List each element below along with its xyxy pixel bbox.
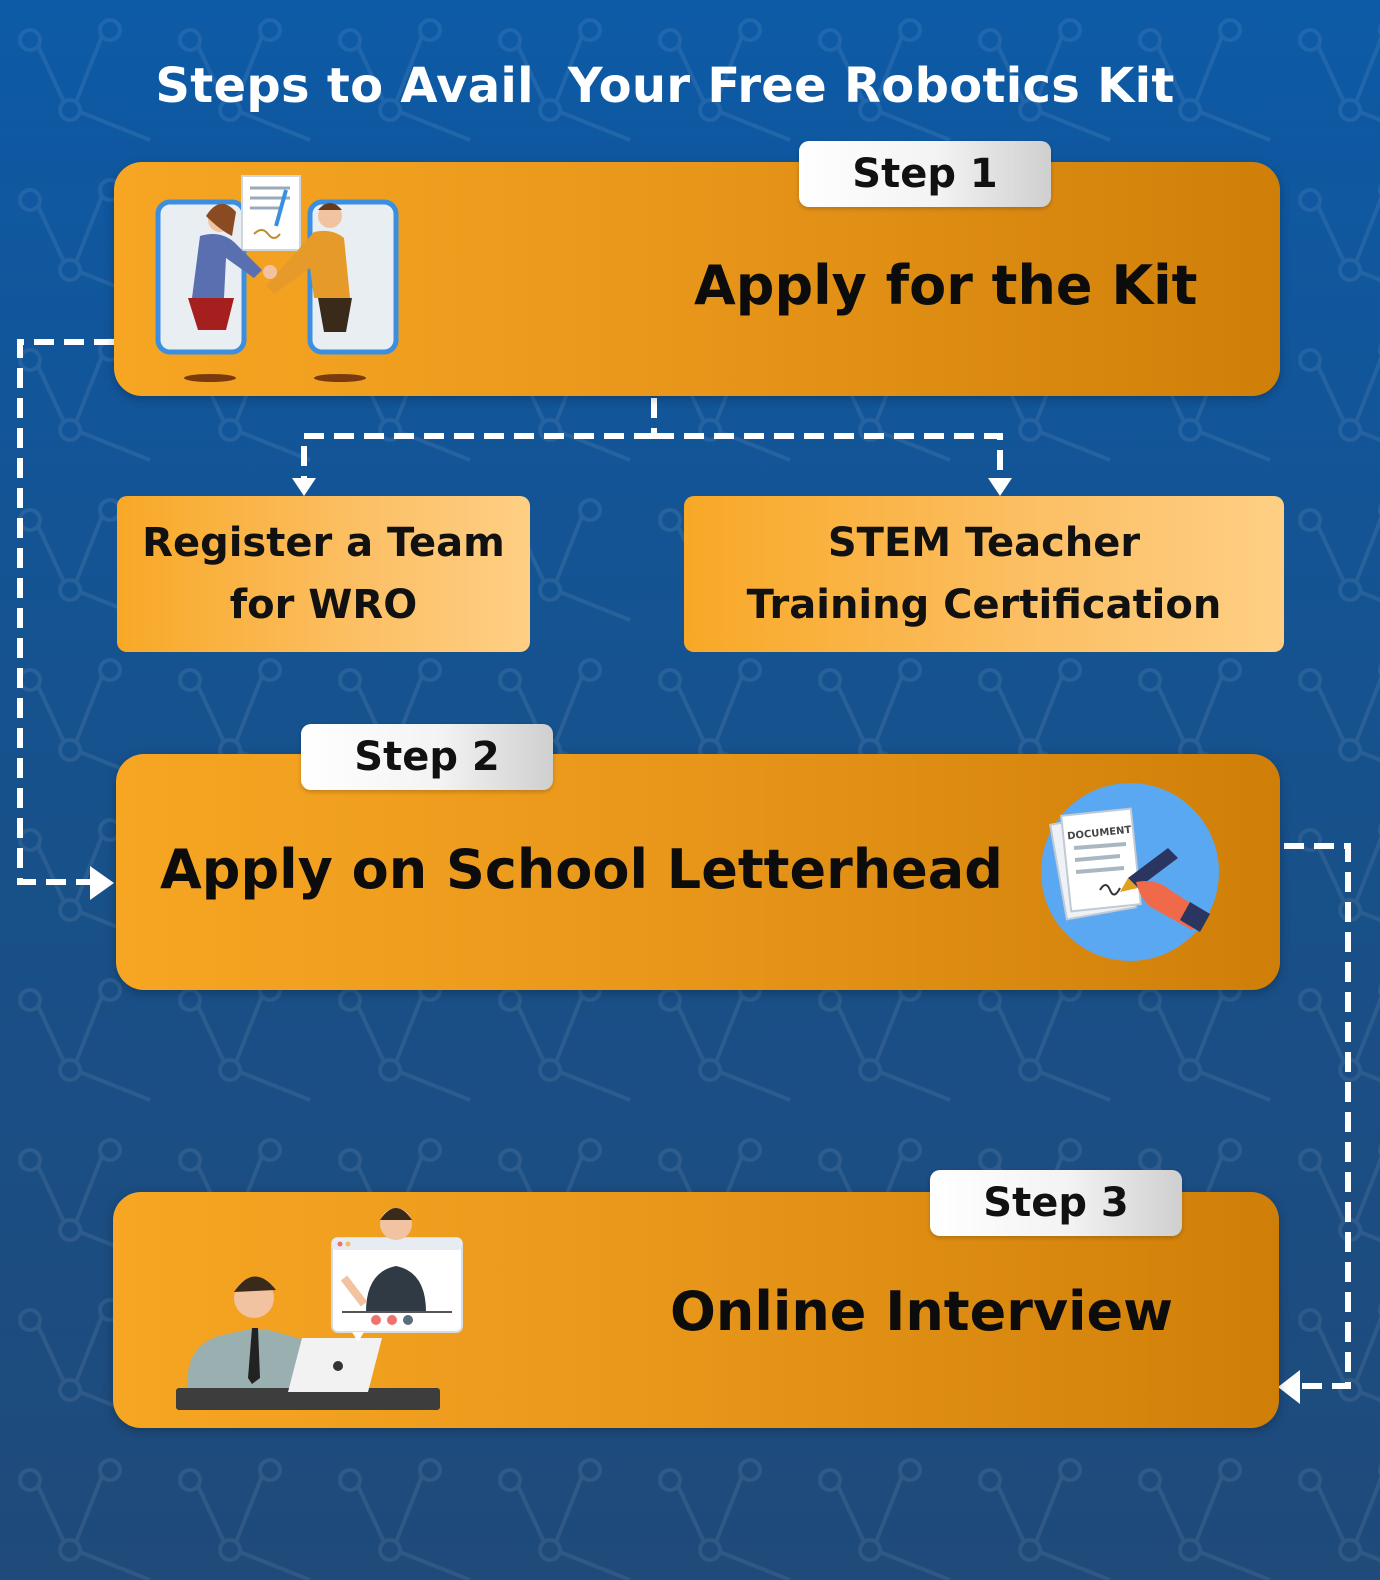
- step1-badge: Step 1: [799, 141, 1051, 207]
- option-stem-line1: STEM Teacher: [827, 520, 1141, 566]
- connector-step1-to-step2: [20, 342, 114, 882]
- video-interview-icon: [176, 1208, 466, 1414]
- option-register-line2: for WRO: [229, 582, 418, 628]
- step1-label: Apply for the Kit: [694, 254, 1198, 317]
- arrowhead-right-option: [988, 478, 1012, 496]
- handshake-phones-icon: [150, 170, 410, 386]
- arrowhead-step3: [1278, 1370, 1300, 1404]
- connector-split-left: [304, 436, 654, 478]
- step2-badge: Step 2: [301, 724, 553, 790]
- option-register-team: [117, 496, 530, 652]
- arrowhead-step2: [90, 866, 114, 900]
- step3-label: Online Interview: [670, 1280, 1174, 1343]
- arrowhead-left-option: [292, 478, 316, 496]
- document-icon-label: DOCUMENT: [1066, 824, 1132, 843]
- connector-step2-to-step3: [1284, 846, 1348, 1386]
- document-sign-icon: [1040, 782, 1220, 962]
- option-register-line1: Register a Team: [142, 520, 505, 566]
- option-stem-training: [684, 496, 1284, 652]
- connector-split-right: [654, 436, 1000, 478]
- step3-badge: Step 3: [930, 1170, 1182, 1236]
- option-stem-line2: Training Certification: [746, 582, 1222, 628]
- step2-label: Apply on School Letterhead: [160, 838, 1003, 901]
- page-title: Steps to Avail Your Free Robotics Kit: [155, 58, 1175, 114]
